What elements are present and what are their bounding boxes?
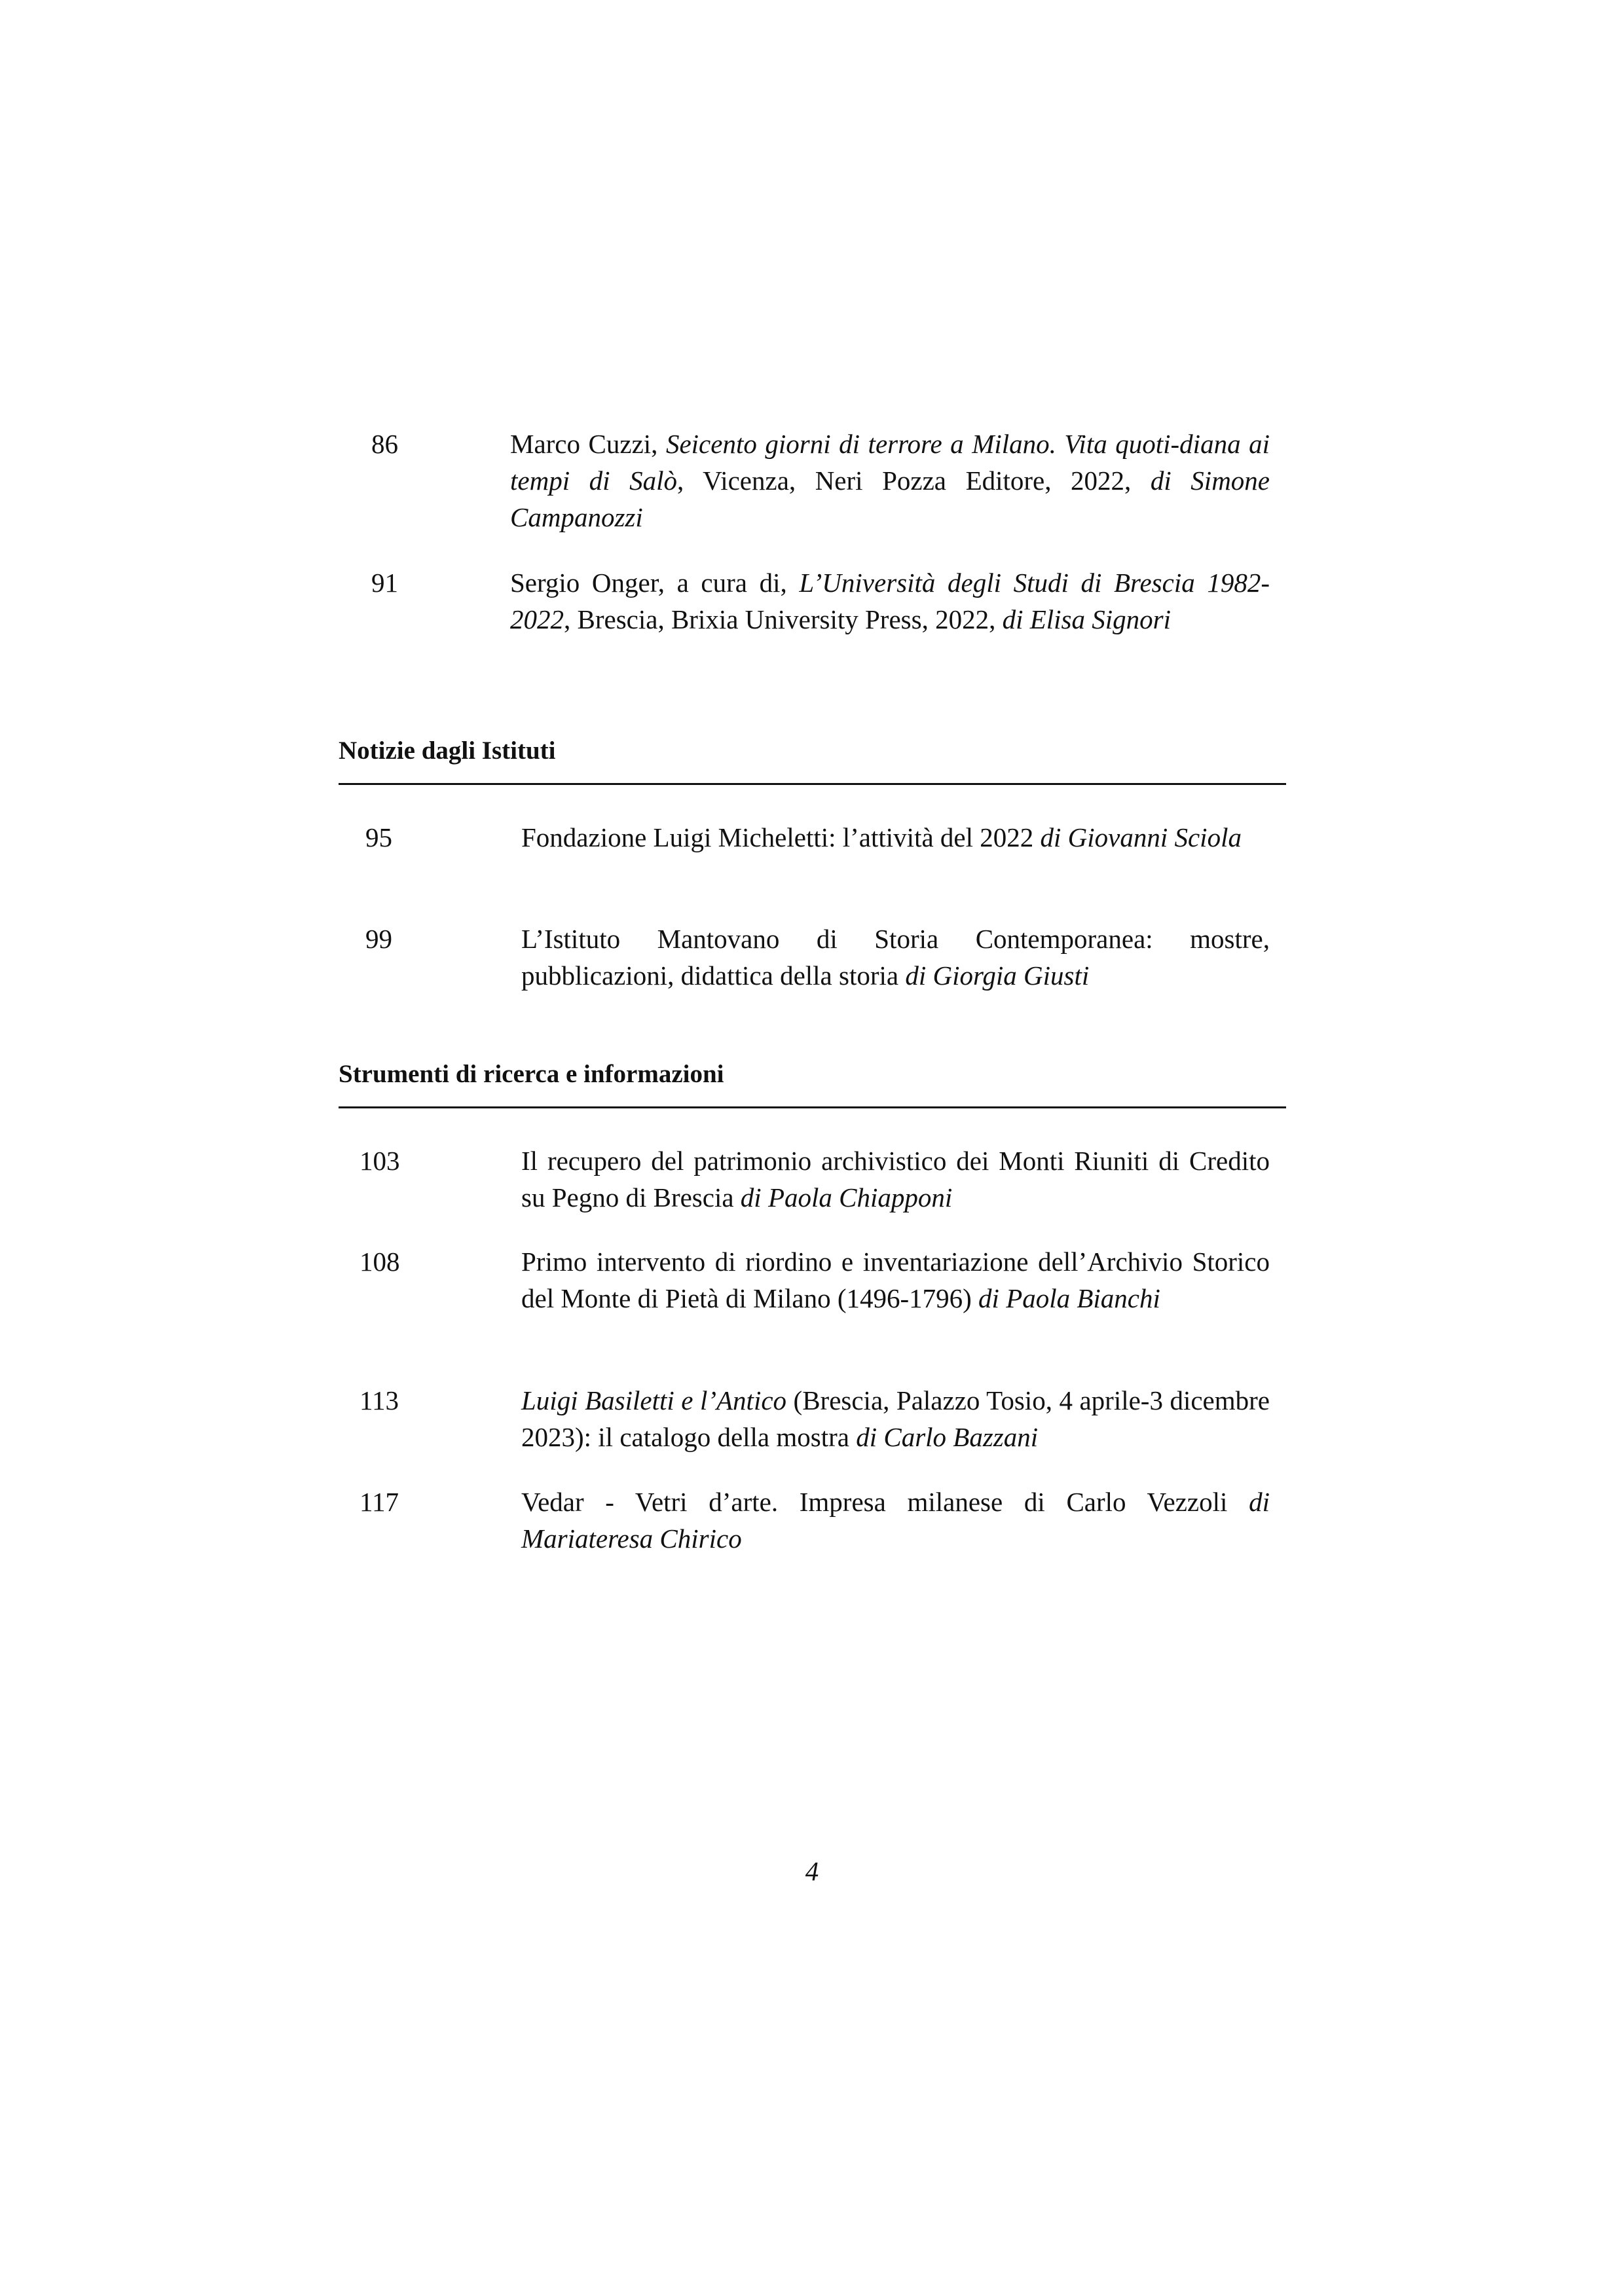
toc-entry-text <box>521 819 1270 856</box>
toc-entry-segment: , Vicenza, Neri Pozza Editore, 2022, <box>677 465 1151 496</box>
toc-page-number: 91 <box>371 568 398 598</box>
toc-entry-segment: Fondazione Luigi Micheletti: l’attività del 2022 <box>521 822 1041 852</box>
toc-page-number: 86 <box>371 429 398 459</box>
toc-entry-italic-segment: Luigi Basiletti e l’Antico <box>521 1385 787 1415</box>
toc-entry-italic-segment: di Giovanni Sciola <box>1040 822 1242 852</box>
toc-page-number: 95 <box>365 822 392 852</box>
toc-entry-segment: Sergio Onger, a cura di, <box>510 568 800 598</box>
toc-entry-segment: Il recupero del patrimonio archivistico dei Monti Riuniti di Credito su Pegno di Brescia <box>521 1146 1270 1212</box>
toc-entry-text <box>510 564 1270 638</box>
toc-entry-text <box>521 1484 1270 1557</box>
toc-entry-text <box>521 1243 1270 1317</box>
toc-page-number: 103 <box>360 1146 400 1176</box>
toc-entry-text <box>521 1142 1270 1216</box>
toc-entry-segment: L’Istituto Mantovano di Storia Contemporanea: mostre, pubblicazioni, didattica della storia <box>521 924 1270 991</box>
toc-entry-italic-segment: di Mariateresa Chirico <box>521 1487 1270 1554</box>
section-divider <box>339 1106 1286 1108</box>
toc-entry-text <box>521 1382 1270 1455</box>
toc-entry-italic-segment: di Giorgia Giusti <box>905 960 1090 991</box>
page-number: 4 <box>805 1856 819 1886</box>
toc-entry-italic-segment: di Elisa Signori <box>1002 604 1171 634</box>
toc-entry-italic-segment: di Paola Bianchi <box>978 1283 1160 1313</box>
toc-entry-segment: Vedar - Vetri d’arte. Impresa milanese di Carlo Vezzoli <box>521 1487 1249 1517</box>
section-title: Strumenti di ricerca e informazioni <box>339 1060 724 1088</box>
section-divider <box>339 783 1286 785</box>
toc-page-number: 117 <box>360 1487 399 1517</box>
section-title: Notizie dagli Istituti <box>339 737 556 765</box>
toc-page-number: 108 <box>360 1247 400 1277</box>
toc-entry-italic-segment: di Paola Chiapponi <box>740 1182 953 1212</box>
toc-entry-text <box>521 920 1270 994</box>
toc-page-number: 99 <box>365 924 392 954</box>
toc-entry-italic-segment: L’Università degli Studi di Brescia 1982-2022 <box>510 568 1270 634</box>
toc-entry-segment: , Brescia, Brixia University Press, 2022, <box>564 604 1003 634</box>
toc-entry-segment: Marco Cuzzi, <box>510 429 666 459</box>
toc-entry-italic-segment: Seicento giorni di terrore a Milano. Vita quoti-diana ai tempi di Salò <box>510 429 1270 496</box>
toc-entry-text <box>510 426 1270 536</box>
toc-entry-segment: (Brescia, Palazzo Tosio, 4 aprile-3 dicembre 2023): il catalogo della mostra <box>521 1385 1270 1452</box>
toc-entry-italic-segment: di Carlo Bazzani <box>856 1422 1039 1452</box>
toc-page-number: 113 <box>360 1385 399 1415</box>
toc-entry-segment: Primo intervento di riordino e inventariazione dell’Archivio Storico del Monte di Pietà di Milano (1496-1796) <box>521 1247 1270 1313</box>
toc-entry-italic-segment: di Simone Campanozzi <box>510 465 1270 532</box>
